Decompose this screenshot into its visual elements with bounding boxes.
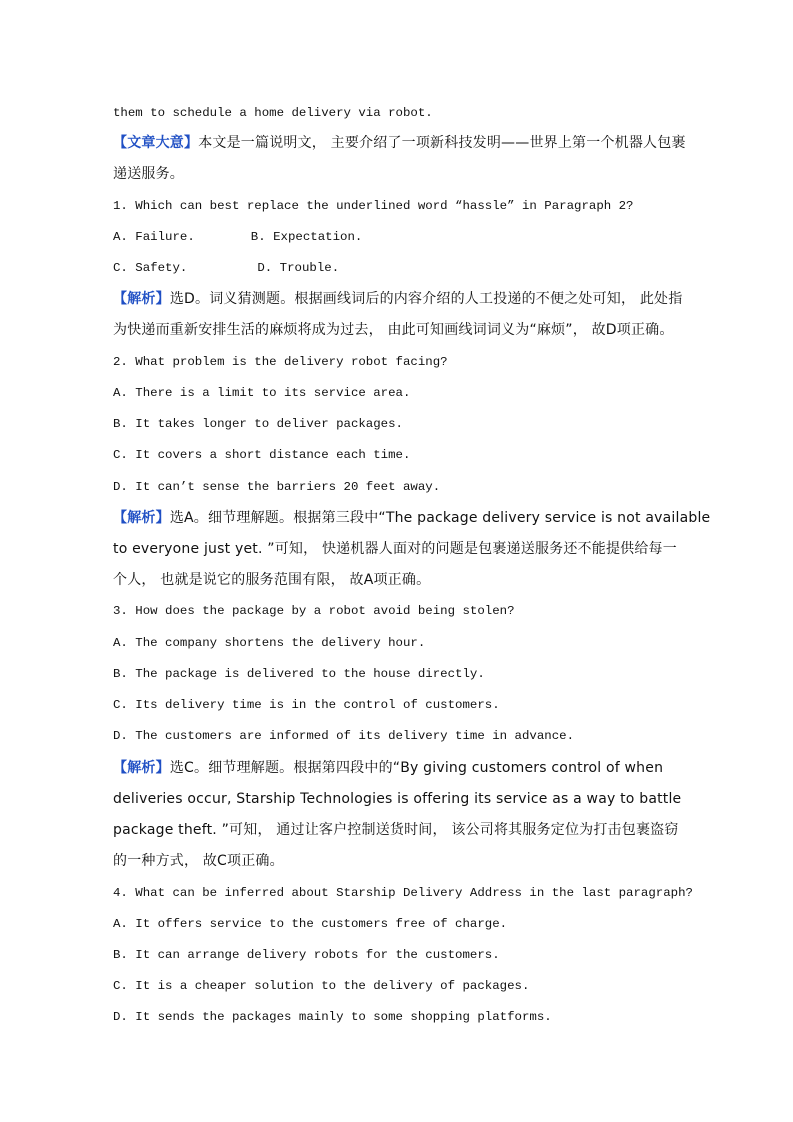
q1-analysis-text-1: 选D。词义猜测题。根据画线词后的内容介绍的人工投递的不便之处可知， 此处指 xyxy=(169,291,683,307)
question-1-stem: 1. Which can best replace the underlined word “hassle” in Paragraph 2? xyxy=(113,199,634,213)
q4-option-a: A. It offers service to the customers free of charge. xyxy=(113,917,508,931)
q3-analysis-line-1 xyxy=(113,759,683,777)
q1-analysis-tag: 【解析】 xyxy=(113,291,170,307)
intro-tail-text: them to schedule a home delivery via robot. xyxy=(113,106,433,120)
q3-analysis-line-3: package theft. ”可知， 通过让客户控制送货时间， 该公司将其服务定位为打击包裹盗窃 xyxy=(113,822,679,838)
q3-analysis-line-2: deliveries occur, Starship Technologies is offering its service as a way to battle xyxy=(113,791,682,807)
summary-text-1: 本文是一篇说明文， 主要介绍了一项新科技发明——世界上第一个机器人包裹 xyxy=(198,135,686,151)
question-2-stem: 2. What problem is the delivery robot facing? xyxy=(113,355,448,369)
q1-option-d: D. Trouble. xyxy=(257,261,340,275)
q1-option-b: B. Expectation. xyxy=(250,230,363,244)
summary-line-1 xyxy=(113,134,686,152)
q4-option-b: B. It can arrange delivery robots for the customers. xyxy=(113,948,500,962)
q2-option-a: A. There is a limit to its service area. xyxy=(113,386,411,400)
q4-option-c: C. It is a cheaper solution to the delivery of packages. xyxy=(113,979,530,993)
question-3-stem: 3. How does the package by a robot avoid being stolen? xyxy=(113,604,515,618)
q3-option-d: D. The customers are informed of its delivery time in advance. xyxy=(113,729,575,743)
q1-option-c: C. Safety. xyxy=(113,261,188,275)
summary-line-2: 递送服务。 xyxy=(113,166,184,182)
q4-option-d: D. It sends the packages mainly to some shopping platforms. xyxy=(113,1010,552,1024)
q2-analysis-line-1 xyxy=(113,509,711,527)
q3-option-c: C. Its delivery time is in the control of customers. xyxy=(113,698,500,712)
q2-analysis-text-1: 选A。细节理解题。根据第三段中“The package delivery service is not available xyxy=(169,510,711,526)
q2-option-d: D. It can’t sense the barriers 20 feet away. xyxy=(113,480,441,494)
q3-analysis-tag: 【解析】 xyxy=(113,760,170,776)
q1-analysis-line-1 xyxy=(113,290,683,308)
q3-analysis-text-1: 选C。细节理解题。根据第四段中的“By giving customers control of when xyxy=(169,760,664,776)
question-1-options-ab xyxy=(113,228,683,246)
q2-option-c: C. It covers a short distance each time. xyxy=(113,448,411,462)
q3-analysis-line-4: 的一种方式， 故C项正确。 xyxy=(113,853,284,869)
question-1-options-cd xyxy=(113,259,683,277)
q2-analysis-line-3: 个人， 也就是说它的服务范围有限， 故A项正确。 xyxy=(113,572,431,588)
q3-option-b: B. The package is delivered to the house directly. xyxy=(113,667,485,681)
q3-option-a: A. The company shortens the delivery hour. xyxy=(113,636,426,650)
q2-analysis-tag: 【解析】 xyxy=(113,510,170,526)
q2-analysis-line-2: to everyone just yet. ”可知， 快递机器人面对的问题是包裹递送服务还不能提供给每一 xyxy=(113,541,677,557)
summary-tag: 【文章大意】 xyxy=(113,135,199,151)
q1-option-a: A. Failure. xyxy=(113,230,195,244)
q2-option-b: B. It takes longer to deliver packages. xyxy=(113,417,403,431)
q1-analysis-line-2: 为快递而重新安排生活的麻烦将成为过去， 由此可知画线词词义为“麻烦”， 故D项正确。 xyxy=(113,322,674,338)
question-4-stem: 4. What can be inferred about Starship Delivery Address in the last paragraph? xyxy=(113,886,693,900)
